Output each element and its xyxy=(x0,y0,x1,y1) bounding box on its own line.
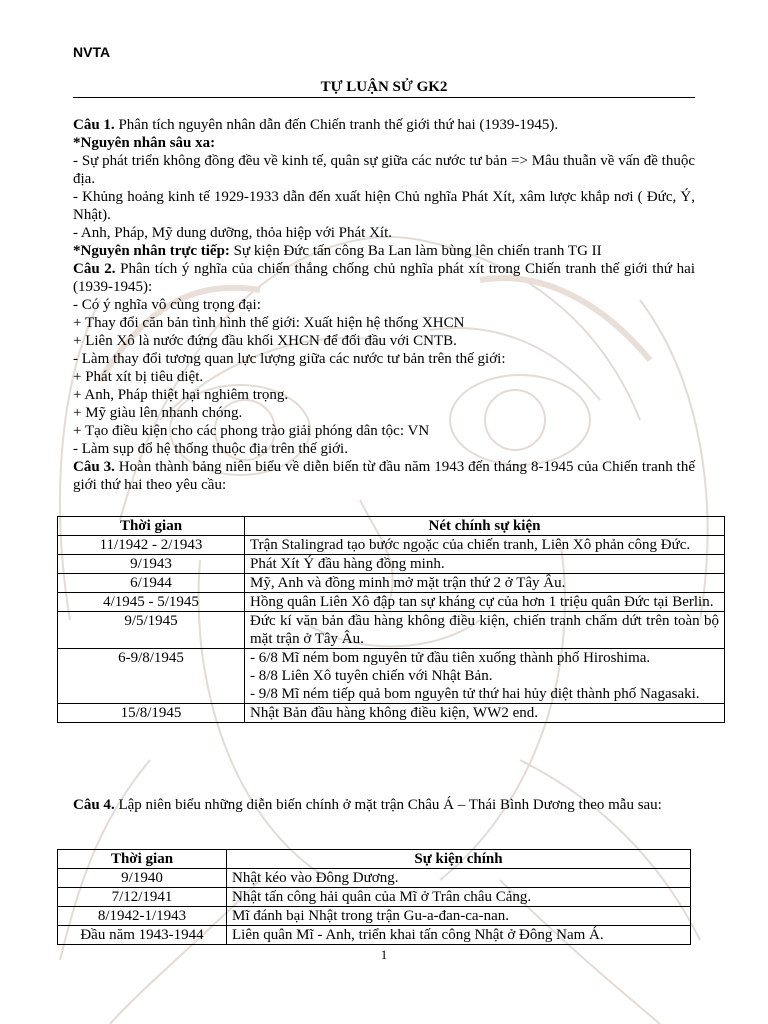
table-row xyxy=(58,907,691,926)
table-row xyxy=(58,869,691,888)
table-cell-event: Mỹ, Anh và đồng minh mở mặt trận thứ 2 ở Tây Âu. xyxy=(245,574,725,593)
q1-text: Phân tích nguyên nhân dẫn đến Chiến tranh thế giới thứ hai (1939-1945). xyxy=(114,117,559,133)
q2-text: Phân tích ý nghĩa của chiến thắng chống chủ nghĩa phát xít trong Chiến tranh thế giới thứ hai (1939-1945): xyxy=(73,261,695,295)
event-line: - 6/8 Mĩ ném bom nguyên tử đầu tiên xuống thành phố Hiroshima. xyxy=(250,650,651,666)
q3-label: Câu 3. xyxy=(73,459,115,475)
q2-prompt xyxy=(73,260,695,296)
q4-timeline-table xyxy=(57,849,691,945)
table-cell-time: Đầu năm 1943-1944 xyxy=(58,926,227,945)
table-cell-event: Trận Stalingrad tạo bước ngoặc của chiến tranh, Liên Xô phản công Đức. xyxy=(245,536,725,555)
q1-prompt xyxy=(73,116,695,134)
table-header-row xyxy=(58,850,691,869)
document-title: TỰ LUẬN SỬ GK2 xyxy=(320,79,448,95)
q2-item: + Thay đổi căn bản tình hình thế giới: Xuất hiện hệ thống XHCN xyxy=(73,315,465,331)
q2-item: + Tạo điều kiện cho các phong trào giải phóng dân tộc: VN xyxy=(73,423,430,439)
q1-direct-text: Sự kiện Đức tấn công Ba Lan làm bùng lên chiến tranh TG II xyxy=(229,243,602,259)
table-cell-event: Nhật tấn công hải quân của Mĩ ở Trân châu Cảng. xyxy=(227,888,691,907)
q1-deep-heading: *Nguyên nhân sâu xa: xyxy=(73,135,216,151)
q1-direct-heading: *Nguyên nhân trực tiếp: xyxy=(73,243,230,259)
table-row xyxy=(58,926,691,945)
table-row xyxy=(58,612,725,649)
table-cell-event: Nhật Bản đầu hàng không điều kiện, WW2 end. xyxy=(245,704,725,723)
q3-text: Hoàn thành bảng niên biểu về diễn biến từ đầu năm 1943 đến tháng 8-1945 của Chiến tranh thế giới thứ hai theo yêu cầu: xyxy=(73,459,695,493)
table-cell-time: 11/1942 - 2/1943 xyxy=(58,536,245,555)
q1-deep-item: - Anh, Pháp, Mỹ dung dưỡng, thỏa hiệp với Phát Xít. xyxy=(73,225,392,241)
column-header-events: Nét chính sự kiện xyxy=(245,517,725,536)
q3-timeline-table xyxy=(57,516,725,723)
table-cell-time: 7/12/1941 xyxy=(58,888,227,907)
table-row xyxy=(58,536,725,555)
table-cell-time: 9/5/1945 xyxy=(58,612,245,649)
table-cell-event: Mĩ đánh bại Nhật trong trận Gu-a-đan-ca-nan. xyxy=(227,907,691,926)
column-header-time: Thời gian xyxy=(58,517,245,536)
q2-item: - Có ý nghĩa vô cùng trọng đại: xyxy=(73,297,261,313)
q1-deep-item: - Sự phát triển không đồng đều về kinh tế, quân sự giữa các nước tư bản => Mâu thuẫn về vấn đề thuộc địa. xyxy=(73,153,695,187)
table-row xyxy=(58,574,725,593)
page-number: 1 xyxy=(380,947,388,962)
table-cell-time: 4/1945 - 5/1945 xyxy=(58,593,245,612)
table-cell-event xyxy=(245,649,725,704)
table-cell-event: Đức kí văn bản đầu hàng không điều kiện, chiến tranh chấm dứt trên toàn bộ mặt trận ở Tây Âu. xyxy=(245,612,725,649)
table-cell-time: 9/1940 xyxy=(58,869,227,888)
table-row xyxy=(58,704,725,723)
column-header-main-event: Sự kiện chính xyxy=(227,850,691,869)
table-cell-time: 6/1944 xyxy=(58,574,245,593)
table-cell-time: 15/8/1945 xyxy=(58,704,245,723)
title-divider xyxy=(73,97,695,98)
q1-direct-cause xyxy=(73,242,695,260)
questions-section xyxy=(73,116,695,494)
q2-item: + Phát xít bị tiêu diệt. xyxy=(73,369,204,385)
q1-label: Câu 1. xyxy=(73,117,115,133)
event-line: - 8/8 Liên Xô tuyên chiến với Nhật Bản. xyxy=(250,668,493,684)
table-row xyxy=(58,649,725,704)
table-cell-event: Phát Xít Ý đầu hàng đồng minh. xyxy=(245,555,725,574)
table-cell-event: Nhật kéo vào Đông Dương. xyxy=(227,869,691,888)
table-cell-time: 6-9/8/1945 xyxy=(58,649,245,704)
q2-item: - Làm sụp đổ hệ thống thuộc địa trên thế giới. xyxy=(73,441,348,457)
table-cell-time: 9/1943 xyxy=(58,555,245,574)
author-header: NVTA xyxy=(73,44,111,60)
table-header-row xyxy=(58,517,725,536)
table-cell-time: 8/1942-1/1943 xyxy=(58,907,227,926)
q2-item: + Liên Xô là nước đứng đầu khối XHCN để đối đầu với CNTB. xyxy=(73,333,457,349)
q4-text: Lập niên biểu những diễn biến chính ở mặt trận Châu Á – Thái Bình Dương theo mẫu sau: xyxy=(114,797,662,813)
q2-item: + Anh, Pháp thiệt hại nghiêm trọng. xyxy=(73,387,289,403)
table-row xyxy=(58,888,691,907)
q2-label: Câu 2. xyxy=(73,261,116,277)
table-cell-event: Hồng quân Liên Xô đập tan sự kháng cự của hơn 1 triệu quân Đức tại Berlin. xyxy=(245,593,725,612)
q3-prompt xyxy=(73,458,695,494)
column-header-time: Thời gian xyxy=(58,850,227,869)
q2-item: - Làm thay đổi tương quan lực lượng giữa các nước tư bản trên thế giới: xyxy=(73,351,506,367)
event-line: - 9/8 Mĩ ném tiếp quả bom nguyên tử thứ hai hủy diệt thành phố Nagasaki. xyxy=(250,686,700,702)
q2-item: + Mỹ giàu lên nhanh chóng. xyxy=(73,405,243,421)
q4-label: Câu 4. xyxy=(73,797,115,813)
table-cell-event: Liên quân Mĩ - Anh, triển khai tấn công Nhật ở Đông Nam Á. xyxy=(227,926,691,945)
table-row xyxy=(58,593,725,612)
q1-deep-item: - Khủng hoảng kinh tế 1929-1933 dẫn đến xuất hiện Chủ nghĩa Phát Xít, xâm lược khắp nơi ( Đức, Ý, Nhật). xyxy=(73,189,695,223)
q4-prompt xyxy=(73,796,721,814)
table-row xyxy=(58,555,725,574)
